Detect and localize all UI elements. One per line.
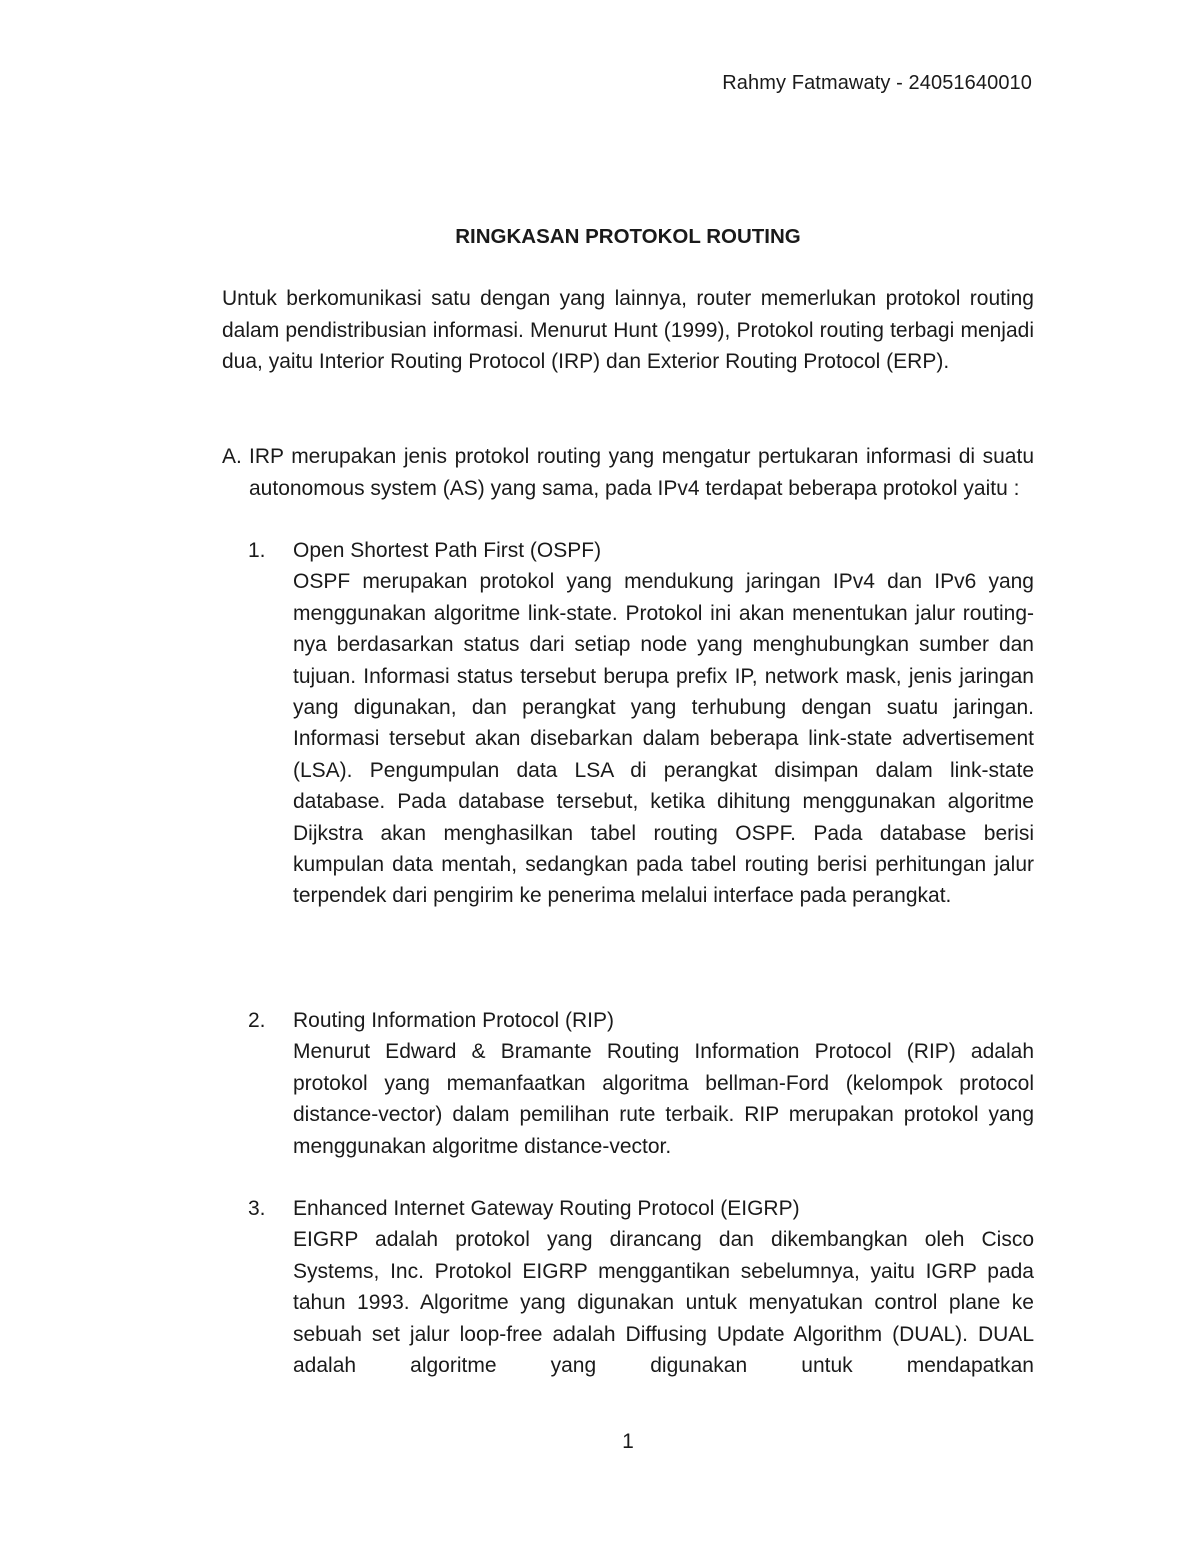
section-a-text: IRP merupakan jenis protokol routing yang mengatur pertukaran informasi di suatu autonomous system (AS) yang sama, pada IPv4 terdapat beberapa protokol yaitu :	[249, 445, 1034, 500]
author-header: Rahmy Fatmawaty - 24051640010	[722, 72, 1032, 94]
list-item-body: Menurut Edward & Bramante Routing Information Protocol (RIP) adalah protokol yang memanfaatkan algoritma bellman-Ford (kelompok protocol distance-vector) dalam pemilihan rute terbaik. RIP merupakan protokol yang menggunakan algoritme distance-vector.	[293, 1040, 1034, 1158]
list-item-body: OSPF merupakan protokol yang mendukung jaringan IPv4 dan IPv6 yang menggunakan algoritme link-state. Protokol ini akan menentukan jalur routing-nya berdasarkan status dari setiap node yang menghubungkan sumber dan tujuan. Informasi status tersebut berupa prefix IP, network mask, jenis jaringan yang digunakan, dan perangkat yang terhubung dengan suatu jaringan. Informasi tersebut akan disebarkan dalam beberapa link-state advertisement (LSA). Pengumpulan data LSA di perangkat disimpan dalam link-state database. Pada database tersebut, ketika dihitung menggunakan algoritme Dijkstra akan menghasilkan tabel routing OSPF. Pada database berisi kumpulan data mentah, sedangkan pada tabel routing berisi perhitungan jalur terpendek dari pengirim ke penerima melalui interface pada perangkat.	[293, 570, 1034, 908]
document-title: RINGKASAN PROTOKOL ROUTING	[455, 225, 801, 248]
list-item-heading: Enhanced Internet Gateway Routing Protocol (EIGRP)	[293, 1197, 800, 1220]
list-item-body: EIGRP adalah protokol yang dirancang dan dikembangkan oleh Cisco Systems, Inc. Protokol EIGRP menggantikan sebelumnya, yaitu IGRP pada tahun 1993. Algoritme yang digunakan untuk menyatukan control plane ke sebuah set jalur loop-free adalah Diffusing Update Algorithm (DUAL). DUAL adalah algoritme yang digunakan untuk mendapatkan	[293, 1228, 1034, 1378]
list-item-eigrp	[248, 1193, 1034, 1381]
list-item-number: 2.	[248, 1009, 266, 1032]
list-item-ospf	[248, 535, 1034, 912]
list-item-number: 1.	[248, 539, 266, 562]
page-number: 1	[622, 1430, 634, 1453]
section-a	[222, 441, 1034, 504]
list-item-rip	[248, 1005, 1034, 1162]
list-item-heading: Routing Information Protocol (RIP)	[293, 1009, 614, 1032]
intro-paragraph: Untuk berkomunikasi satu dengan yang lainnya, router memerlukan protokol routing dalam pendistribusian informasi. Menurut Hunt (1999), Protokol routing terbagi menjadi dua, yaitu Interior Routing Protocol (IRP) dan Exterior Routing Protocol (ERP).	[222, 287, 1034, 373]
list-item-number: 3.	[248, 1197, 266, 1220]
list-item-heading: Open Shortest Path First (OSPF)	[293, 539, 602, 562]
section-letter: A.	[222, 445, 242, 468]
